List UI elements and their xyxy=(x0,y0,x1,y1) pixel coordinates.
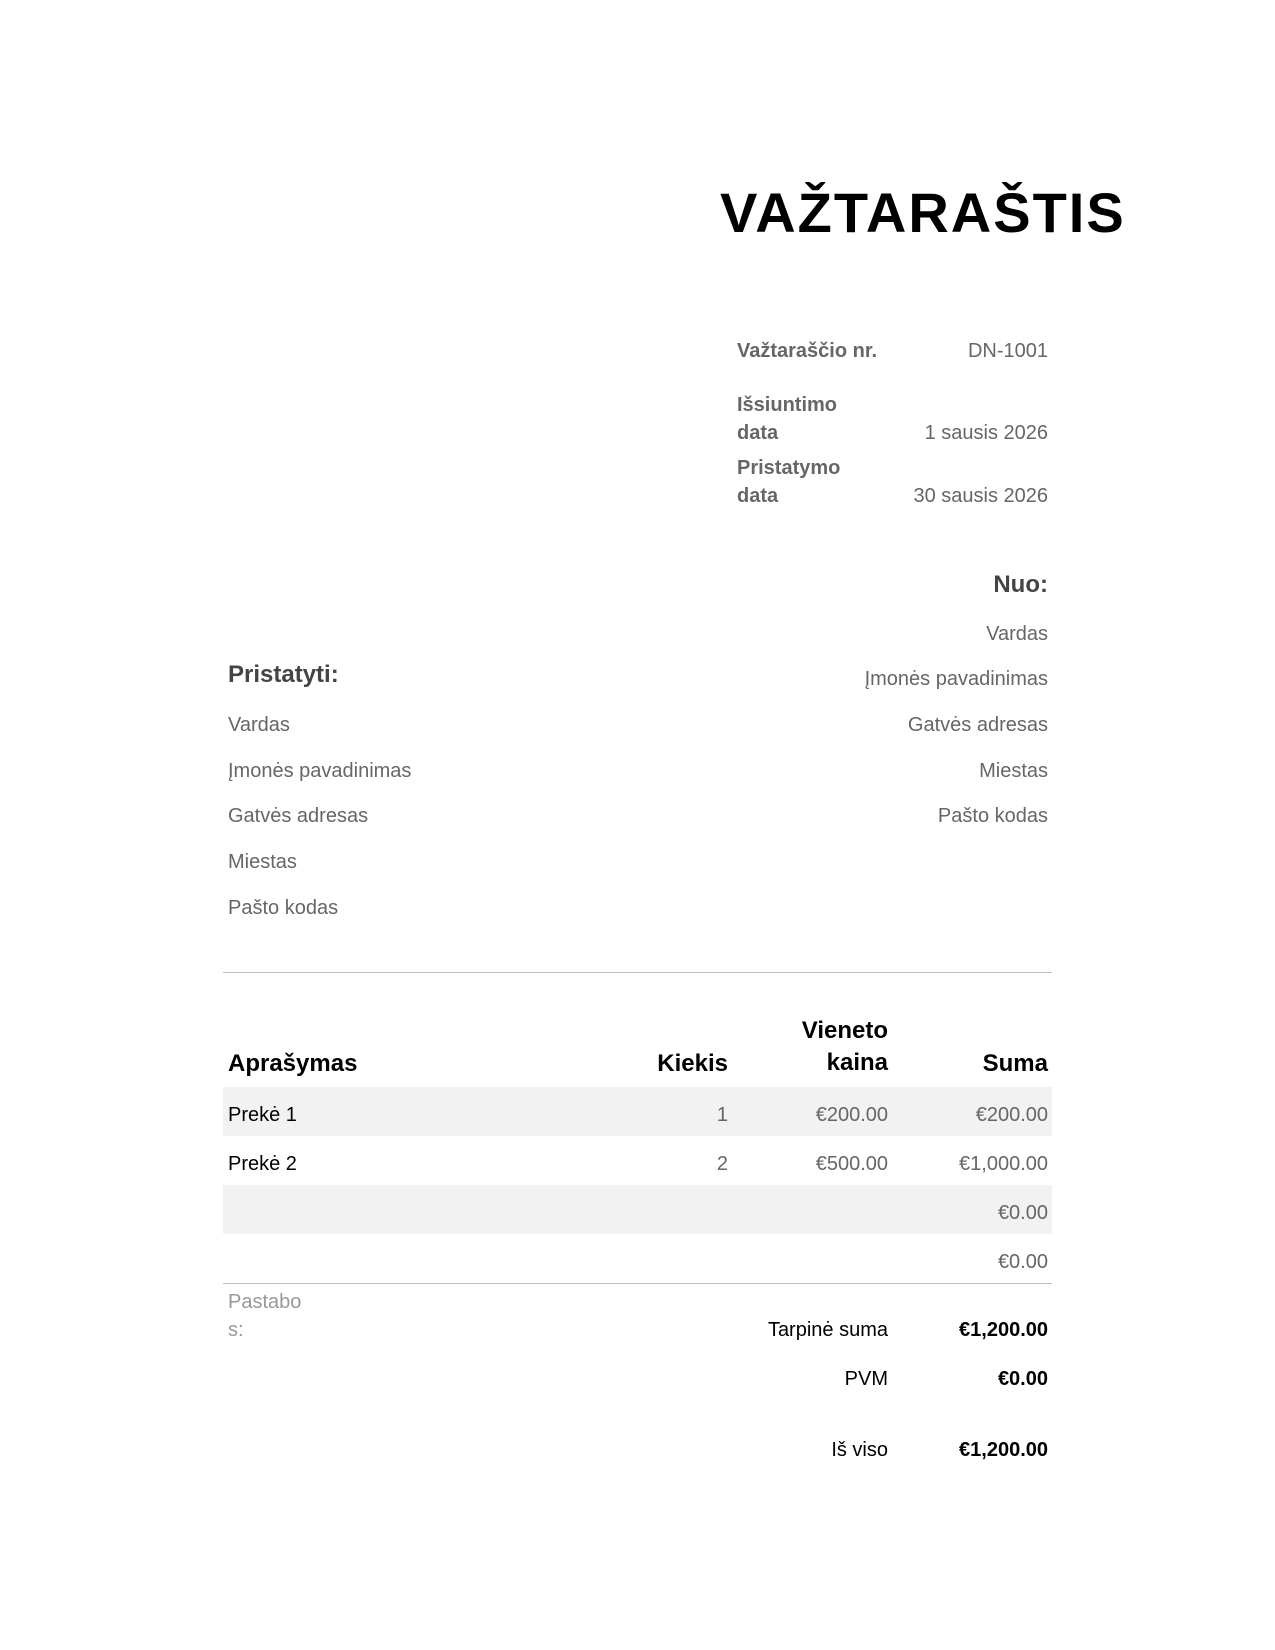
table-row-2-description: Prekė 2 xyxy=(228,1153,297,1175)
table-bottom-divider xyxy=(223,1283,1052,1284)
column-header-description: Aprašymas xyxy=(228,1050,358,1077)
delivery-date-value: 30 sausis 2026 xyxy=(913,485,1048,507)
tax-value: €0.00 xyxy=(997,1368,1048,1390)
total-value: €1,200.00 xyxy=(959,1439,1048,1461)
ship-to-name: Vardas xyxy=(228,714,290,736)
table-row-1-amount: €200.00 xyxy=(975,1104,1048,1126)
ship-to-city: Miestas xyxy=(228,851,297,873)
tax-label: PVM xyxy=(844,1368,888,1390)
table-row-3-amount: €0.00 xyxy=(997,1202,1048,1224)
column-header-amount: Suma xyxy=(982,1050,1048,1077)
delivery-note-number-value: DN-1001 xyxy=(967,340,1048,362)
table-row-1-unit-price: €200.00 xyxy=(815,1104,888,1126)
ship-date-value: 1 sausis 2026 xyxy=(924,422,1048,444)
column-header-quantity: Kiekis xyxy=(657,1050,728,1077)
table-row-2-unit-price: €500.00 xyxy=(815,1153,888,1175)
ship-date-label: Išsiuntimo data xyxy=(737,394,838,444)
from-heading: Nuo: xyxy=(993,571,1048,598)
table-row-2-amount: €1,000.00 xyxy=(959,1153,1048,1175)
from-street: Gatvės adresas xyxy=(907,714,1048,736)
table-row-1-description: Prekė 1 xyxy=(228,1104,297,1126)
table-row-4-amount: €0.00 xyxy=(997,1251,1048,1273)
ship-to-street: Gatvės adresas xyxy=(228,805,369,827)
from-city: Miestas xyxy=(979,760,1048,782)
from-postal: Pašto kodas xyxy=(937,805,1048,827)
document-title: VAŽTARAŠTIS xyxy=(720,181,1126,244)
section-divider xyxy=(223,972,1052,973)
ship-to-postal: Pašto kodas xyxy=(228,897,339,919)
from-company: Įmonės pavadinimas xyxy=(864,668,1048,690)
from-name: Vardas xyxy=(986,623,1048,645)
table-row-1-quantity: 1 xyxy=(716,1104,728,1126)
total-label: Iš viso xyxy=(831,1439,888,1461)
notes-label: Pastabos: xyxy=(228,1291,302,1341)
column-header-unit-price: Vieneto kaina xyxy=(801,1017,888,1076)
subtotal-value: €1,200.00 xyxy=(959,1319,1048,1341)
table-row-2-quantity: 2 xyxy=(716,1153,728,1175)
delivery-date-label: Pristatymo data xyxy=(737,457,841,507)
ship-to-company: Įmonės pavadinimas xyxy=(228,760,412,782)
subtotal-label: Tarpinė suma xyxy=(767,1319,888,1341)
delivery-note-number-label: Važtaraščio nr. xyxy=(737,340,878,362)
ship-to-heading: Pristatyti: xyxy=(228,661,339,688)
